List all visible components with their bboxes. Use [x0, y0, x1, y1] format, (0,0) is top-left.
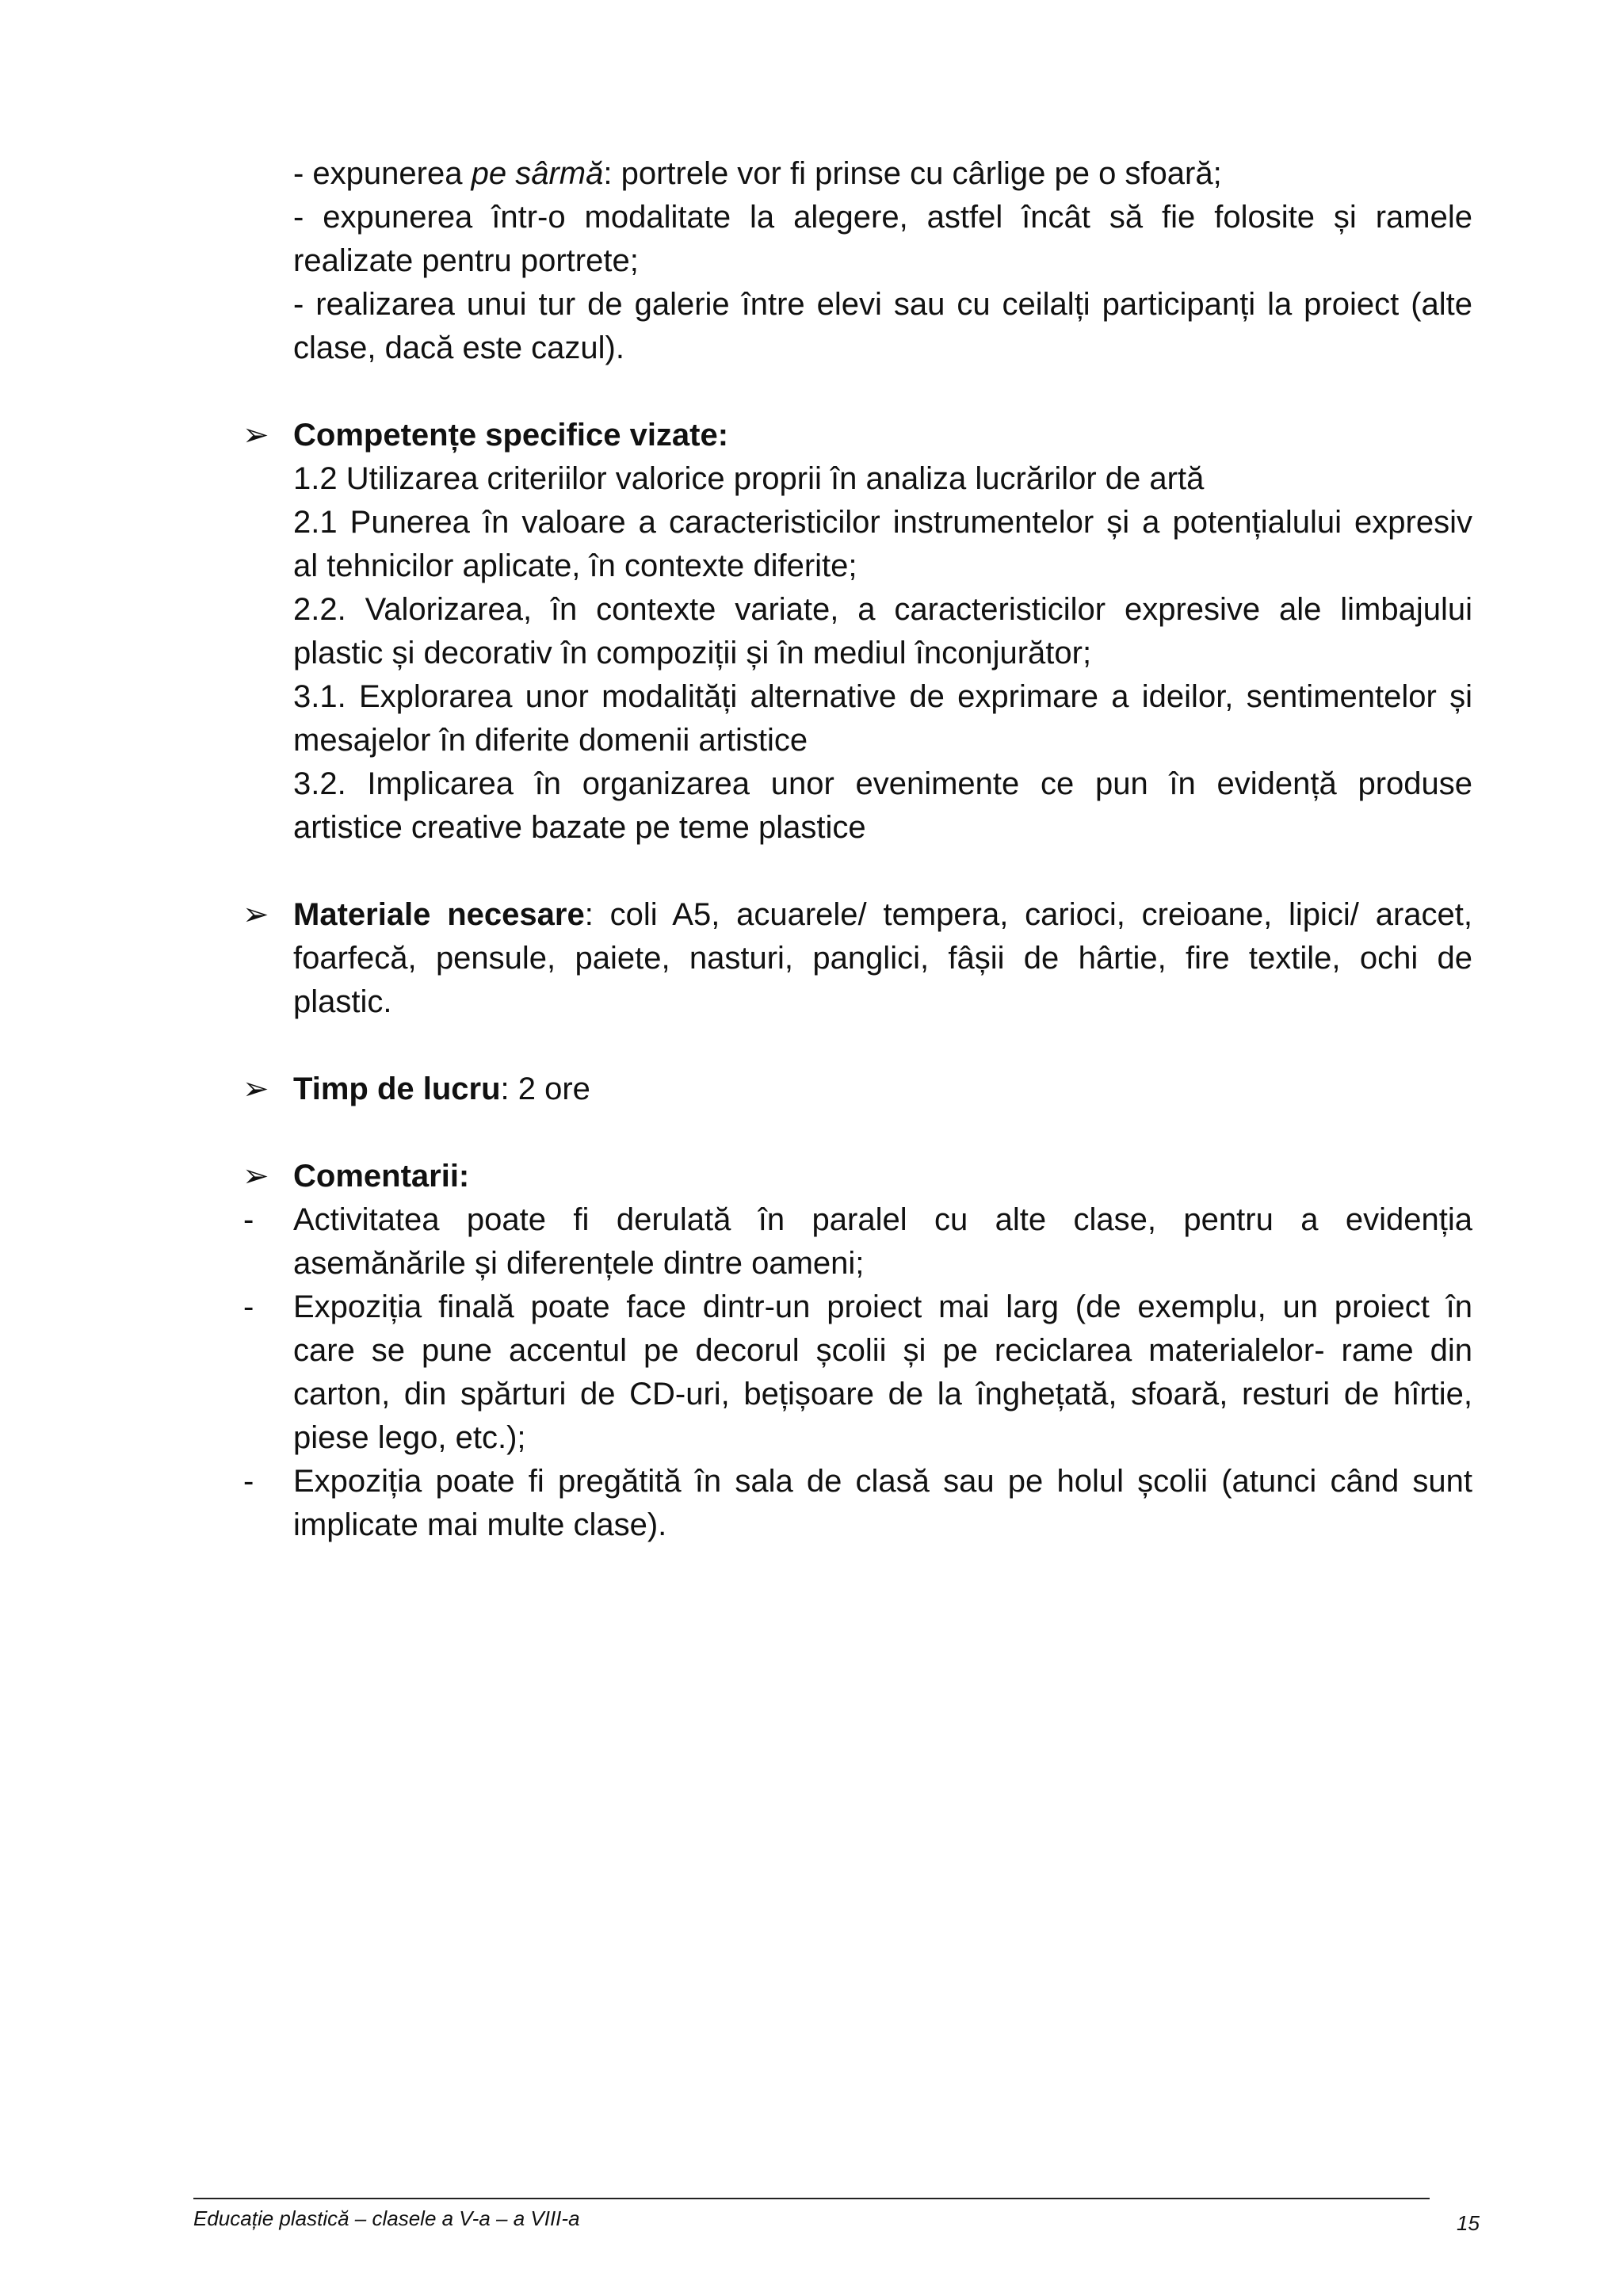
competente-line: mesajelor în diferite domenii artistice — [293, 723, 808, 758]
comentarii-item-3-line: implicate mai multe clase). — [293, 1507, 667, 1542]
list-dash: - — [243, 1202, 254, 1237]
materiale-heading: Materiale necesare — [293, 897, 585, 932]
materiale-line-3: plastic. — [293, 984, 392, 1019]
exposure-line-2: - expunerea într-o modalitate la alegere, astfel încât să fie folosite și ramele — [293, 200, 1472, 235]
materiale-line-1 — [293, 893, 1472, 937]
bullet-arrow-icon: ➢ — [242, 896, 269, 933]
competente-heading: Competențe specifice vizate: — [293, 418, 729, 453]
exposure-line-1-italic: pe sârmă — [471, 156, 604, 191]
bullet-arrow-icon: ➢ — [242, 1071, 269, 1107]
bullet-arrow-icon: ➢ — [242, 1158, 269, 1194]
exposure-line-1 — [293, 152, 1222, 196]
comentarii-heading: Comentarii: — [293, 1159, 470, 1194]
competente-line: 2.1 Punerea în valoare a caracteristicilor instrumentelor și a potențialului expresiv — [293, 505, 1472, 540]
comentarii-item-2-line: carton, din spărturi de CD-uri, bețișoare de la înghețată, sfoară, resturi de hîrtie, — [293, 1377, 1472, 1412]
list-dash: - — [243, 1289, 254, 1324]
exposure-line-5: clase, dacă este cazul). — [293, 330, 624, 365]
comentarii-item-2-line: piese lego, etc.); — [293, 1420, 526, 1455]
timp-heading: Timp de lucru — [293, 1072, 501, 1106]
bullet-arrow-icon: ➢ — [242, 417, 269, 453]
competente-line: artistice creative bazate pe teme plastice — [293, 810, 866, 845]
competente-line: 1.2 Utilizarea criteriilor valorice proprii în analiza lucrărilor de artă — [293, 461, 1205, 496]
competente-line: 3.1. Explorarea unor modalități alternative de exprimare a ideilor, sentimentelor și — [293, 679, 1472, 714]
page-number: 15 — [1457, 2211, 1480, 2235]
exposure-line-4: - realizarea unui tur de galerie între elevi sau cu ceilalți participanți la proiect (alte — [293, 287, 1472, 322]
competente-line: plastic și decorativ în compoziții și în mediul înconjurător; — [293, 636, 1092, 670]
competente-line: 3.2. Implicarea în organizarea unor evenimente ce pun în evidență produse — [293, 766, 1472, 801]
list-dash: - — [243, 1464, 254, 1499]
comentarii-item-3-line: Expoziția poate fi pregătită în sala de clasă sau pe holul școlii (atunci când sunt — [293, 1464, 1472, 1499]
materiale-line-2: foarfecă, pensule, paiete, nasturi, panglici, fâșii de hârtie, fire textile, ochi de — [293, 941, 1472, 976]
materiale-line-1-rest: : coli A5, acuarele/ tempera, carioci, creioane, lipici/ aracet, — [584, 897, 1473, 932]
comentarii-item-2-line: care se pune accentul pe decorul școlii și pe reciclarea materialelor- rame din — [293, 1333, 1472, 1368]
timp-line — [293, 1068, 590, 1111]
competente-line: al tehnicilor aplicate, în contexte diferite; — [293, 548, 857, 583]
comentarii-item-2-line: Expoziția finală poate face dintr-un proiect mai larg (de exemplu, un proiect în — [293, 1289, 1472, 1324]
exposure-line-3: realizate pentru portrete; — [293, 243, 639, 278]
exposure-line-1-suffix: : portrele vor fi prinse cu cârlige pe o sfoară; — [603, 156, 1222, 191]
footer-title: Educație plastică – clasele a V-a – a VIII-a — [193, 2206, 580, 2230]
comentarii-item-1-line: Activitatea poate fi derulată în paralel cu alte clase, pentru a evidenția — [293, 1202, 1472, 1237]
comentarii-item-1-line: asemănările și diferențele dintre oameni; — [293, 1246, 865, 1281]
footer-divider — [193, 2198, 1430, 2199]
competente-line: 2.2. Valorizarea, în contexte variate, a caracteristicilor expresive ale limbajului — [293, 592, 1472, 627]
exposure-line-1-prefix: - expunerea — [293, 156, 472, 191]
timp-rest: : 2 ore — [500, 1072, 590, 1106]
